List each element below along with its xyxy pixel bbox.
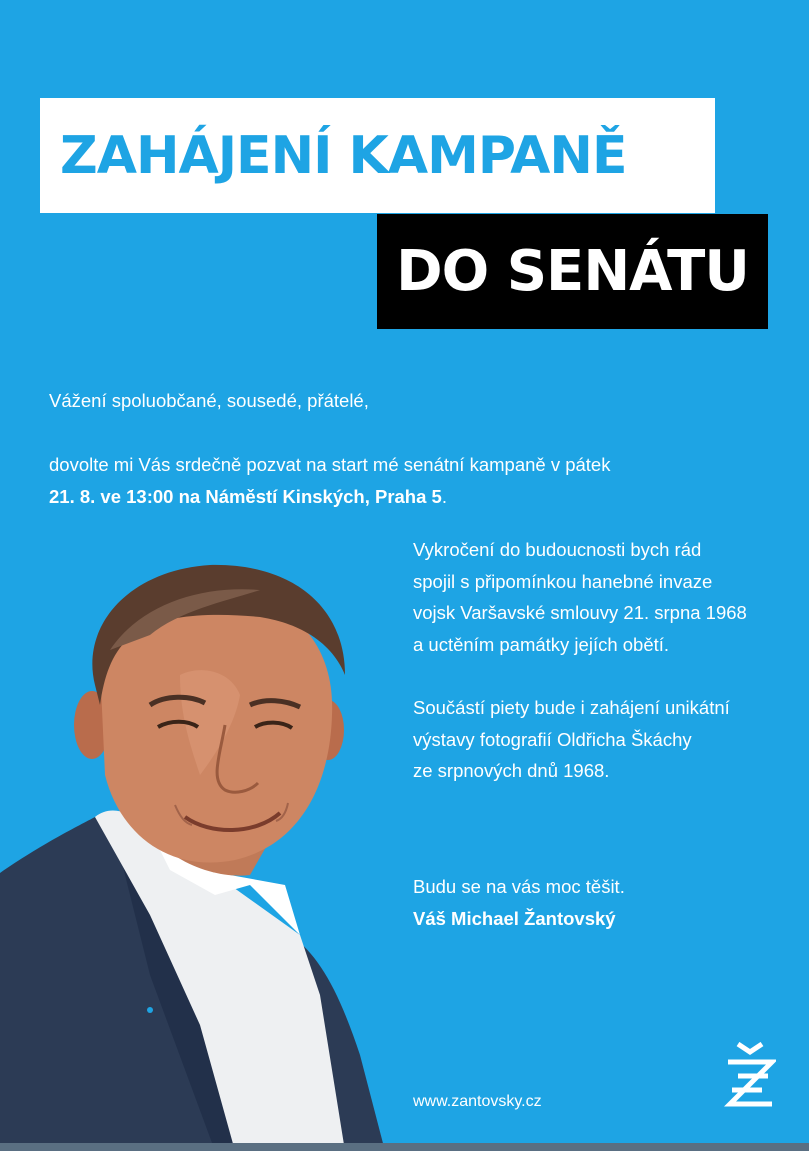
closing [413, 871, 625, 934]
title-banner [40, 98, 715, 213]
candidate-portrait [0, 555, 390, 1151]
website-link[interactable]: www.zantovsky.cz [413, 1093, 542, 1110]
page-subtitle: DO SENÁTU [396, 239, 749, 304]
paragraph-line: Součástí piety bude i zahájení unikátní [413, 697, 730, 718]
page-title: ZAHÁJENÍ KAMPANĚ [60, 125, 627, 186]
invitation-period: . [441, 485, 447, 507]
paragraph-line: vojsk Varšavské smlouvy 21. srpna 1968 [413, 602, 747, 623]
invitation-line: dovolte mi Vás srdečně pozvat na start mé senátní kampaně v pátek [49, 454, 611, 475]
signature: Váš Michael Žantovský [413, 907, 616, 929]
paragraph-invasion [413, 534, 747, 660]
event-details: 21. 8. ve 13:00 na Náměstí Kinských, Praha 5 [49, 485, 442, 507]
paragraph-line: Vykročení do budoucnosti bych rád [413, 539, 702, 560]
paragraph-line: výstavy fotografií Oldřicha Škáchy [413, 728, 692, 750]
paragraph-line: spojil s připomínkou hanebné invaze [413, 570, 713, 592]
bottom-bar [0, 1143, 809, 1151]
invitation [49, 449, 610, 512]
paragraph-line: ze srpnových dnů 1968. [413, 760, 610, 781]
z-logo-icon [724, 1042, 776, 1112]
invitation-details-line [49, 481, 610, 513]
greeting: Vážení spoluobčané, sousedé, přátelé, [49, 390, 369, 411]
paragraph-exhibition [413, 692, 730, 787]
subtitle-banner [377, 214, 768, 329]
paragraph-line: a uctěním památky jejích obětí. [413, 633, 670, 655]
closing-line: Budu se na vás moc těšit. [413, 876, 625, 897]
